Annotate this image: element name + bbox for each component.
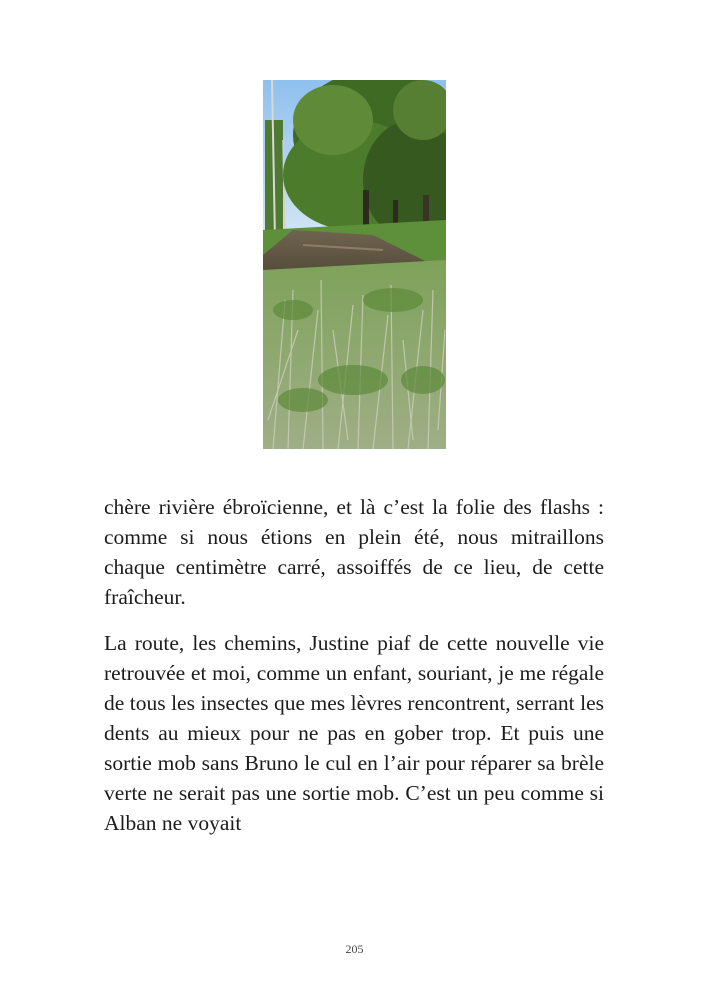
paragraph: chère rivière ébroïcienne, et là c’est la folie des flashs : comme si nous étions en plein été, nous mitraillons chaque centimètre carré, assoiffés de ce lieu, de cette fraîcheur. (104, 495, 604, 609)
river-photo (263, 80, 446, 449)
body-text (104, 492, 604, 838)
paragraph: La route, les chemins, Justine piaf de cette nouvelle vie retrouvée et moi, comme un enfant, souriant, je me régale de tous les insectes que mes lèvres rencontrent, serrant les dents au mieux pour ne pas en gober trop. Et puis une sortie mob sans Bruno le cul en l’air pour réparer sa brèle verte ne serait pas une sortie mob. C’est un peu comme si Alban ne voyait (104, 631, 604, 835)
river-photo-image (263, 80, 446, 449)
page-number: 205 (345, 942, 364, 956)
